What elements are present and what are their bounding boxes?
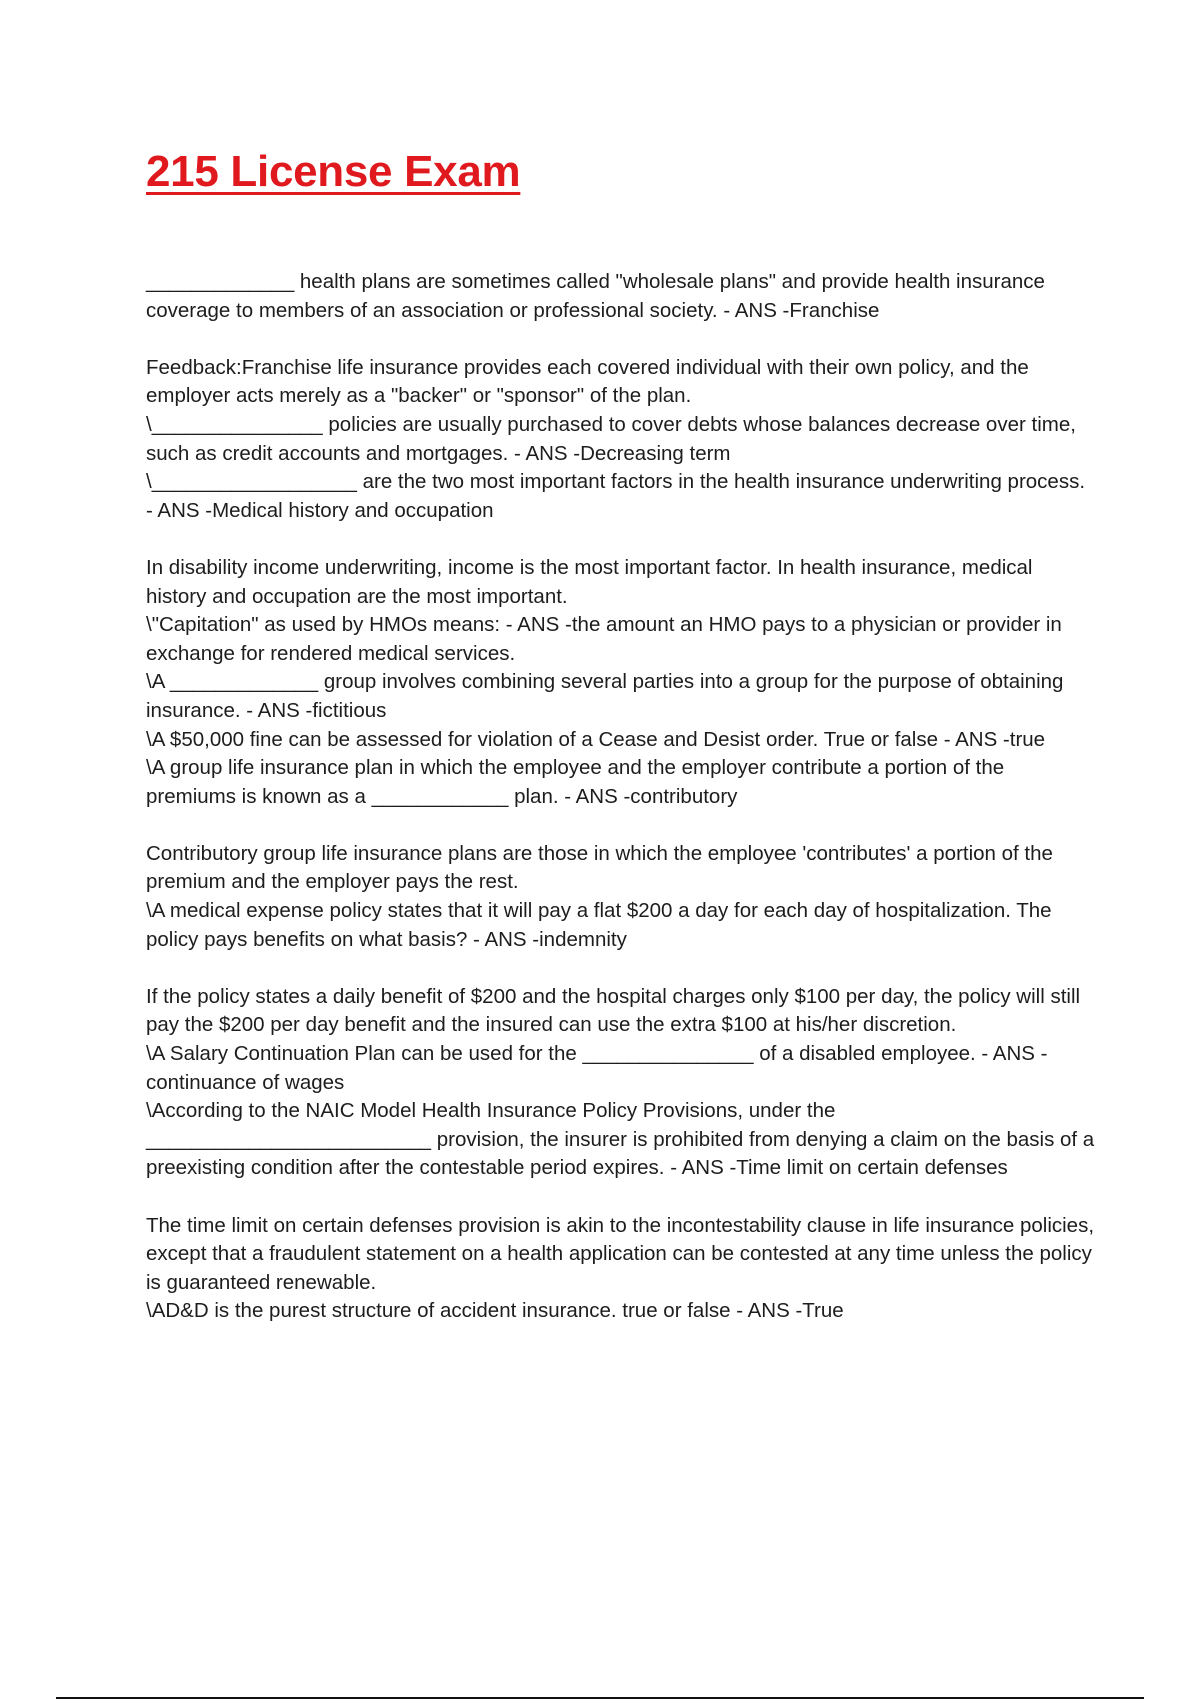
paragraph: \A medical expense policy states that it will pay a flat $200 a day for each day of hospitalization. The policy pays benefits on what basis? - ANS -indemnity bbox=[146, 899, 1052, 951]
footer-divider bbox=[56, 1697, 1144, 1699]
paragraph: _____________ health plans are sometimes called "wholesale plans" and provide health insurance coverage to members of an association or professional society. - ANS -Franchise bbox=[146, 270, 1045, 322]
paragraph: \A Salary Continuation Plan can be used for the _______________ of a disabled employee. - ANS -continuance of wages bbox=[146, 1042, 1048, 1094]
paragraph: \__________________ are the two most important factors in the health insurance underwriting process. - ANS -Medical history and occupation bbox=[146, 470, 1086, 522]
paragraph: Feedback:Franchise life insurance provides each covered individual with their own policy, and the employer acts merely as a "backer" or "sponsor" of the plan. bbox=[146, 355, 1029, 408]
document-body bbox=[146, 268, 1096, 1326]
paragraph: \A $50,000 fine can be assessed for violation of a Cease and Desist order. True or false - ANS -true bbox=[146, 727, 1046, 751]
paragraph: \According to the NAIC Model Health Insurance Policy Provisions, under the _________________________ provision, the insurer is prohibited from denying a claim on the basis of a preexisting condition after the contestable period expires. - ANS -Time limit on certain defenses bbox=[146, 1099, 1095, 1180]
paragraph: \"Capitation" as used by HMOs means: - ANS -the amount an HMO pays to a physician or provider in exchange for rendered medical services. bbox=[146, 613, 1062, 665]
paragraph: \AD&D is the purest structure of accident insurance. true or false - ANS -True bbox=[146, 1299, 844, 1323]
paragraph: Contributory group life insurance plans are those in which the employee 'contributes' a portion of the premium and the employer pays the rest. bbox=[146, 841, 1053, 894]
document-title: 215 License Exam bbox=[146, 147, 521, 196]
paragraph: In disability income underwriting, income is the most important factor. In health insurance, medical history and occupation are the most important. bbox=[146, 555, 1033, 608]
paragraph: The time limit on certain defenses provision is akin to the incontestability clause in life insurance policies, except that a fraudulent statement on a health application can be contested at any time unless the policy is guaranteed renewable. bbox=[146, 1213, 1095, 1294]
paragraph: If the policy states a daily benefit of $200 and the hospital charges only $100 per day, the policy will still pay the $200 per day benefit and the insured can use the extra $100 at his/her discretion. bbox=[146, 984, 1081, 1037]
paragraph: \_______________ policies are usually purchased to cover debts whose balances decrease over time, such as credit accounts and mortgages. - ANS -Decreasing term bbox=[146, 412, 1076, 465]
paragraph: \A group life insurance plan in which the employee and the employer contribute a portion of the premiums is known as a ____________ plan. - ANS -contributory bbox=[146, 756, 1005, 808]
paragraph: \A _____________ group involves combining several parties into a group for the purpose of obtaining insurance. - ANS -fictitious bbox=[146, 670, 1064, 722]
